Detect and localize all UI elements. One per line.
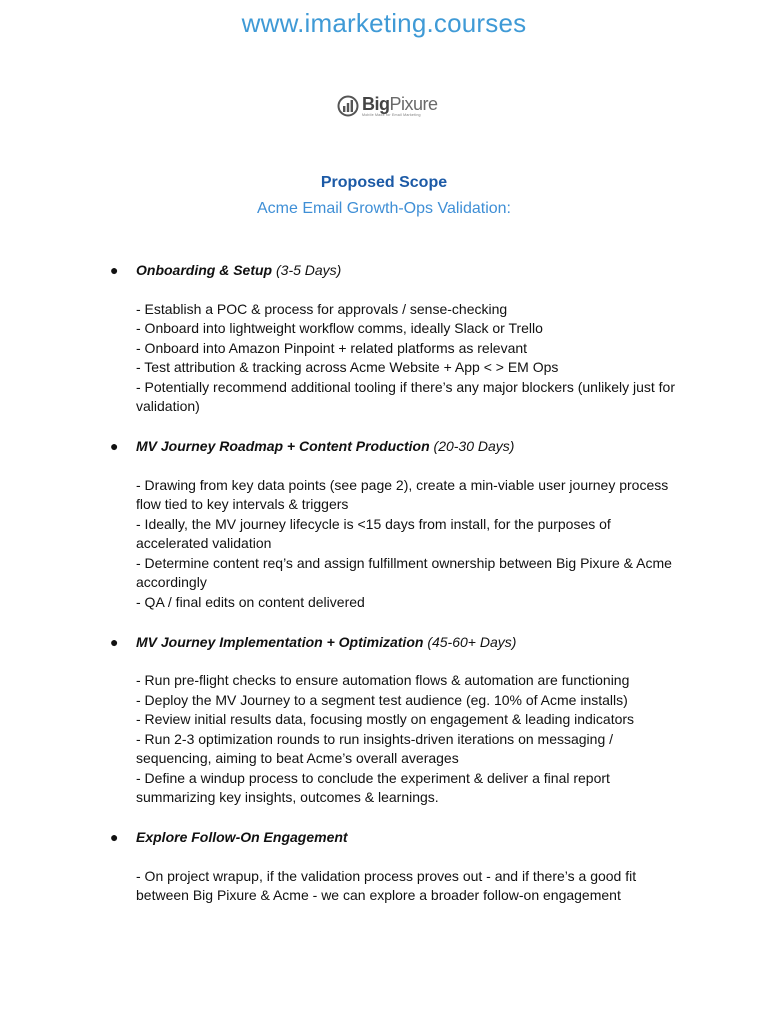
body-line: accelerated validation	[136, 535, 272, 551]
section-heading	[0, 632, 768, 652]
body-line: - Run pre-flight checks to ensure automation flows & automation are functioning	[136, 672, 630, 688]
bullet-icon: ●	[110, 438, 119, 454]
section-body	[0, 867, 676, 906]
body-line: - Onboard into lightweight workflow comms, ideally Slack or Trello	[136, 320, 543, 336]
section-title: Onboarding & Setup	[136, 262, 273, 278]
section-heading	[0, 260, 768, 280]
section-duration: (3-5 Days)	[272, 262, 342, 278]
section-follow-on	[0, 827, 768, 906]
body-line: between Big Pixure & Acme - we can explore a broader follow-on engagement	[136, 887, 621, 903]
section-implementation	[0, 632, 768, 808]
section-title: Explore Follow-On Engagement	[136, 829, 348, 845]
bigpixure-logo	[337, 92, 438, 120]
bullet-icon: ●	[110, 262, 119, 278]
body-line: - Drawing from key data points (see page 2), create a min-viable user journey process	[136, 476, 669, 493]
bullet-icon: ●	[110, 829, 119, 845]
body-line: - Establish a POC & process for approvals / sense-checking	[136, 300, 508, 317]
document-title: Proposed Scope	[320, 174, 448, 191]
section-body	[0, 671, 676, 808]
body-line: - Test attribution & tracking across Acme Website + App < > EM Ops	[136, 359, 559, 375]
section-duration: (45-60+ Days)	[423, 633, 517, 650]
bar-chart-logo-icon	[337, 95, 359, 117]
section-heading-text	[136, 260, 341, 280]
section-heading-text	[136, 827, 348, 847]
body-line: flow tied to key intervals & triggers	[136, 496, 349, 512]
section-duration: (20-30 Days)	[429, 438, 515, 454]
document-subtitle: Acme Email Growth-Ops Validation:	[256, 200, 511, 217]
body-line: - On project wrapup, if the validation process proves out - and if there’s a good fit	[136, 867, 637, 884]
logo-word-pixure: Pixure	[389, 93, 438, 114]
body-line: sequencing, aiming to beat Acme’s overall averages	[136, 750, 459, 766]
section-heading-text	[136, 436, 514, 456]
section-heading	[0, 436, 768, 456]
page-url[interactable]: www.imarketing.courses	[241, 8, 527, 38]
body-line: - Define a windup process to conclude the experiment & deliver a final report	[136, 769, 610, 786]
section-heading-text	[136, 632, 516, 652]
logo-text	[362, 95, 438, 118]
body-line: - QA / final edits on content delivered	[136, 593, 365, 610]
bullet-icon: ●	[110, 633, 119, 650]
body-line: - Onboard into Amazon Pinpoint + related platforms as relevant	[136, 339, 528, 356]
body-line: - Potentially recommend additional tooling if there’s any major blockers (unlikely just for	[136, 378, 675, 395]
body-line: - Run 2-3 optimization rounds to run insights-driven iterations on messaging /	[136, 730, 614, 747]
section-title: MV Journey Roadmap + Content Production	[136, 438, 430, 454]
section-heading	[0, 827, 768, 847]
body-line: - Ideally, the MV journey lifecycle is <15 days from install, for the purposes of	[136, 515, 611, 532]
body-line: accordingly	[136, 574, 207, 590]
logo-tagline: Mobile Made for Email Marketing	[362, 112, 421, 117]
section-onboarding	[0, 260, 768, 417]
body-line: validation)	[136, 398, 200, 414]
body-line: - Determine content req’s and assign fulfillment ownership between Big Pixure & Acme	[136, 554, 672, 571]
body-line: summarizing key insights, outcomes & learnings.	[136, 789, 439, 805]
section-roadmap	[0, 436, 768, 612]
scope-sections	[0, 260, 768, 925]
logo-wordmark	[362, 95, 438, 113]
section-body	[0, 476, 676, 613]
body-line: - Review initial results data, focusing mostly on engagement & leading indicators	[136, 711, 635, 727]
section-body	[0, 300, 676, 417]
body-line: - Deploy the MV Journey to a segment test audience (eg. 10% of Acme installs)	[136, 691, 628, 708]
section-title: MV Journey Implementation + Optimization	[136, 633, 424, 650]
logo-word-big: Big	[362, 93, 390, 114]
